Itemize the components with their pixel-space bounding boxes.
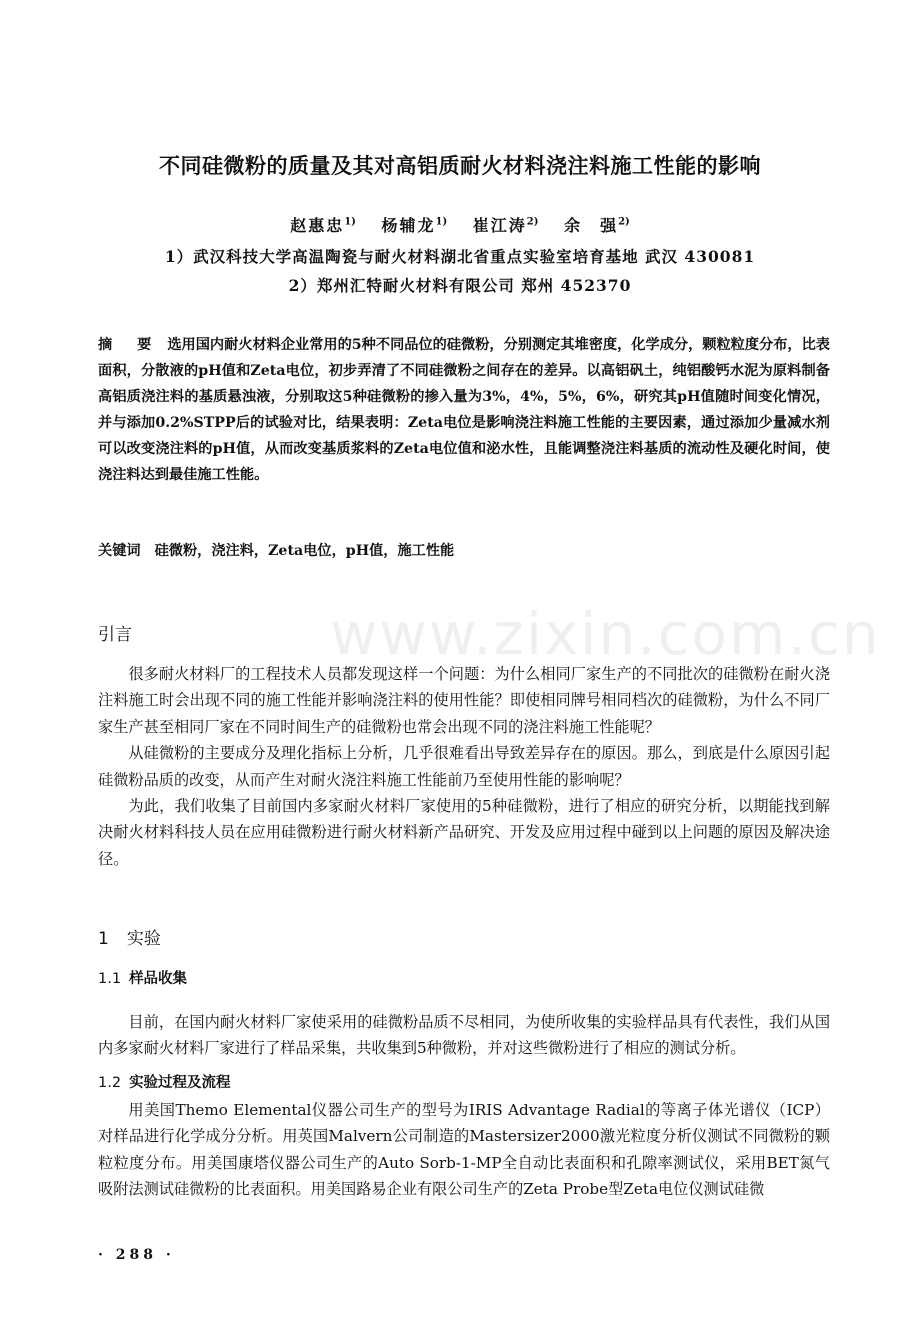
subsection-heading-1-1 xyxy=(98,967,187,988)
subsection-1-2-body xyxy=(98,1097,830,1203)
section-heading-intro: 引言 xyxy=(98,625,132,645)
section-heading-1 xyxy=(98,924,161,949)
paragraph: 用美国Themo Elemental仪器公司生产的型号为IRIS Advantage Radial的等离子体光谱仪（ICP）对样品进行化学成分分析。用英国Malvern公司制造的Mastersizer2000激光粒度分析仪测试不同微粉的颗粒粒度分布。用美国康塔仪器公司生产的Auto Sorb-1-MP全自动比表面积和孔隙率测试仪，采用BET氮气吸附法测试硅微粉的比表面积。用美国路易企业有限公司生产的Zeta Probe型Zeta电位仪测试硅微 xyxy=(98,1101,830,1199)
abstract xyxy=(98,332,830,488)
affiliation-2: 2）郑州汇特耐火材料有限公司 郑州 452370 xyxy=(288,276,632,295)
keywords-text: 硅微粉，浇注料，Zeta电位，pH值，施工性能 xyxy=(154,543,455,559)
subsection-heading-1-2 xyxy=(98,1071,231,1092)
author: 杨辅龙$^{1)}$ xyxy=(381,216,448,235)
abstract-text: 选用国内耐火材料企业常用的5种不同品位的硅微粉，分别测定其堆密度，化学成分，颗粒粒度分布，比表面积，分散液的pH值和Zeta电位，初步弄清了不同硅微粉之间存在的差异。以高铝矾土，纯铝酸钙水泥为原料制备高铝质浇注料的基质悬浊液，分别取这5种硅微粉的掺入量为3%，4%，5%，6%，研究其pH值随时间变化情况，并与添加0.2%STPP后的试验对比，结果表明：Zeta电位是影响浇注料施工性能的主要因素，通过添加少量减水剂可以改变浇注料的pH值，从而改变基质浆料的Zeta电位值和泌水性，且能调整浇注料基质的流动性及硬化时间，使浇注料达到最佳施工性能。 xyxy=(98,337,830,483)
subsection-title: 样品收集 xyxy=(129,971,188,987)
paragraph: 很多耐火材料厂的工程技术人员都发现这样一个问题：为什么相同厂家生产的不同批次的硅微粉在耐火浇注料施工时会出现不同的施工性能并影响浇注料的使用性能？即使相同牌号相同档次的硅微粉，为什么不同厂家生产甚至相同厂家在不同时间生产的硅微粉也常会出现不同的浇注料施工性能呢？ xyxy=(98,665,830,736)
keywords xyxy=(98,539,830,563)
intro-body xyxy=(98,661,830,872)
section-title: 实验 xyxy=(126,929,161,949)
author: 崔江涛$^{2)}$ xyxy=(472,216,539,235)
subsection-number: 1.2 xyxy=(98,1075,122,1091)
section-number: 1 xyxy=(98,929,109,949)
paragraph: 目前，在国内耐火材料厂家使采用的硅微粉品质不尽相同，为使所收集的实验样品具有代表性，我们从国内多家耐火材料厂家进行了样品采集，共收集到5种微粉，并对这些微粉进行了相应的测试分析。 xyxy=(98,1013,830,1058)
author: 赵惠忠$^{1)}$ xyxy=(290,216,356,235)
author-list xyxy=(0,213,920,236)
affiliation-1: 1）武汉科技大学高温陶瓷与耐火材料湖北省重点实验室培育基地 武汉 430081 xyxy=(164,247,756,266)
paper-title: 不同硅微粉的质量及其对高铝质耐火材料浇注料施工性能的影响 xyxy=(159,154,761,178)
keywords-label: 关键词 xyxy=(98,543,141,559)
watermark: www.zixin.com.cn xyxy=(330,600,881,668)
paragraph: 从硅微粉的主要成分及理化指标上分析，几乎很难看出导致差异存在的原因。那么，到底是什么原因引起硅微粉品质的改变，从而产生对耐火浇注料施工性能前乃至使用性能的影响呢？ xyxy=(98,744,830,789)
author: 余 强$^{2)}$ xyxy=(564,216,630,235)
paragraph: 为此，我们收集了目前国内多家耐火材料厂家使用的5种硅微粉，进行了相应的研究分析，以期能找到解决耐火材料科技人员在应用硅微粉进行耐火材料新产品研究、开发及应用过程中碰到以上问题的原因及解决途径。 xyxy=(98,797,830,868)
subsection-number: 1.1 xyxy=(98,971,122,987)
abstract-label: 摘 要 xyxy=(98,337,162,353)
subsection-title: 实验过程及流程 xyxy=(129,1075,231,1091)
subsection-1-1-body xyxy=(98,1009,830,1062)
page-number: · 288 · xyxy=(98,1247,175,1263)
